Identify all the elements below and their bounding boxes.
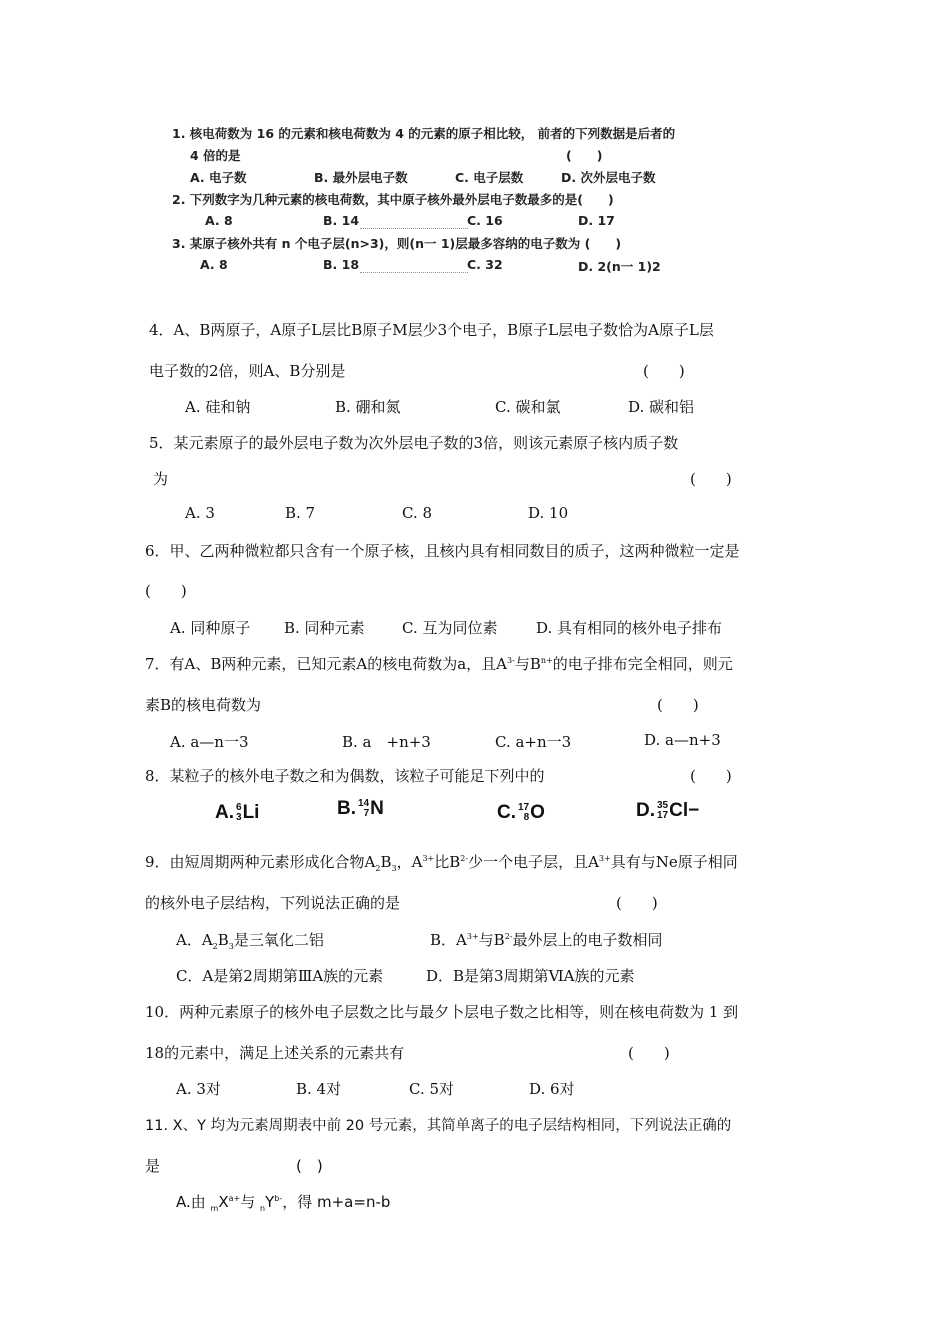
q4-stem-line1: 4．A、B两原子，A原子L层比B原子M层少3个电子，B原子L层电子数恰为A原子L层 [149,321,714,339]
q5-option-d: D. 10 [528,504,569,522]
q1-option-c: C. 电子层数 [455,170,524,185]
q6-option-c: C. 互为同位素 [402,619,498,637]
q3-option-a: A. 8 [200,257,228,272]
q1-option-a: A. 电子数 [190,170,247,185]
q11-option-a: A.由 $_mX^{a+}$与 $_nY^{b-}$，得 m+a=n-b [176,1193,391,1213]
q6-answer-paren: ( ) [145,582,187,600]
q6-option-a: A. 同种原子 [170,619,251,637]
q10-stem-line2: 18的元素中，满足上述关系的元素共有 [145,1044,405,1062]
q1-option-d: D. 次外层电子数 [561,170,656,185]
q6-stem: 6．甲、乙两种微粒都只含有一个原子核，且核内具有相同数目的质子，这两种微粒一定是 [145,542,740,560]
q9-stem-line1: 9．由短周期两种元素形成化合物$A_2B_3$，$A^{3+}$比$B^{2-}$少一个电子层，且$A^{3+}$具有与Ne原子相同 [145,853,738,873]
q7-option-d: D. a—n+3 [644,731,721,749]
q11-stem-line1: 11. X、Y 均为元素周期表中前 20 号元素，其简单离子的电子层结构相同，下列说法正确的 [145,1118,732,1134]
q1-stem-cont: 4 倍的是 [190,148,241,163]
q5-option-a: A. 3 [185,504,215,522]
q9-option-b: B．$A^{3+}$与$B^{2-}$最外层上的电子数相同 [430,931,663,949]
q5-option-b: B. 7 [285,504,316,522]
q9-answer-paren: ( ) [616,894,658,912]
q1-answer-paren: ( ) [566,148,603,163]
q10-answer-paren: ( ) [628,1044,670,1062]
q9-option-a: A．$A_2B_3$是三氧化二铝 [176,931,324,951]
q7-option-c: C. a+n一3 [495,733,572,751]
q2-option-d: D. 17 [578,213,615,228]
q4-option-b: B. 硼和氮 [335,398,401,416]
q7-option-b: B. a +n+3 [342,733,431,751]
q8-option-a-nuclide: A. 6 3 Li [215,802,260,823]
q6-option-d: D. 具有相同的核外电子排布 [536,619,723,637]
q8-option-c-nuclide: C. 17 8 O [497,802,545,823]
spellcheck-underline [360,228,468,229]
q5-answer-paren: ( ) [690,470,732,488]
q3-option-c: C. 32 [467,257,503,272]
q6-option-b: B. 同种元素 [284,619,365,637]
q9-option-d: D．B是第3周期第ⅥA族的元素 [426,967,635,985]
q8-stem: 8．某粒子的核外电子数之和为偶数，该粒子可能足下列中的 [145,767,545,785]
spellcheck-underline [360,272,468,273]
q5-stem-line1: 5．某元素原子的最外层电子数为次外层电子数的3倍，则该元素原子核内质子数 [149,434,679,452]
q10-option-d: D. 6对 [529,1080,575,1098]
q7-stem-line2: 素B的核电荷数为 [145,696,262,714]
q5-option-c: C. 8 [402,504,433,522]
q11-stem-line2: 是 [145,1157,161,1175]
q2-stem: 2. 下列数字为几种元素的核电荷数，其中原子核外最外层电子数最多的是( ) [172,192,614,207]
q7-option-a: A. a—n一3 [170,733,249,751]
q2-option-a: A. 8 [205,213,233,228]
q3-option-d: D. 2(n一 1)2 [578,259,661,274]
q10-stem-line1: 10．两种元素原子的核外电子层数之比与最夕卜层电子数之比相等，则在核电荷数为 1 到 [145,1003,739,1021]
q9-option-c: C．A是第2周期第ⅢA族的元素 [176,967,384,985]
q4-stem-line2: 电子数的2倍，则A、B分别是 [149,362,346,380]
q3-option-b: B. 18 [323,257,360,272]
q2-option-b: B. 14 [323,213,360,228]
q1-option-b: B. 最外层电子数 [314,170,408,185]
q4-answer-paren: ( ) [643,362,685,380]
q2-option-c: C. 16 [467,213,503,228]
q4-option-d: D. 碳和铝 [628,398,695,416]
q9-stem-line2: 的核外电子层结构，下列说法正确的是 [145,894,401,912]
q8-answer-paren: ( ) [690,767,732,785]
q10-option-a: A. 3对 [176,1080,221,1098]
q8-option-b-nuclide: B. 14 7 N [337,798,384,819]
q1-stem: 1. 核电荷数为 16 的元素和核电荷数为 4 的元素的原子相比较， 前者的下列数据是后者的 [172,126,676,141]
q4-option-c: C. 碳和氯 [495,398,561,416]
q7-stem-line1: 7．有A、B两种元素，已知元素A的核电荷数为a，且$A^{3-}$与$B^{n+}$的电子排布完全相同，则元 [145,655,733,673]
q8-option-d-nuclide: D. 35 17 Cl − [636,800,700,821]
q5-stem-line2: 为 [153,470,169,488]
q10-option-b: B. 4对 [296,1080,342,1098]
q11-answer-paren: ( ) [296,1157,323,1175]
q7-answer-paren: ( ) [657,696,699,714]
q3-stem: 3. 某原子核外共有 n 个电子层(n>3)，则(n一 1)层最多容纳的电子数为 ( ) [172,236,622,251]
q10-option-c: C. 5对 [409,1080,455,1098]
q4-option-a: A. 硅和钠 [185,398,251,416]
